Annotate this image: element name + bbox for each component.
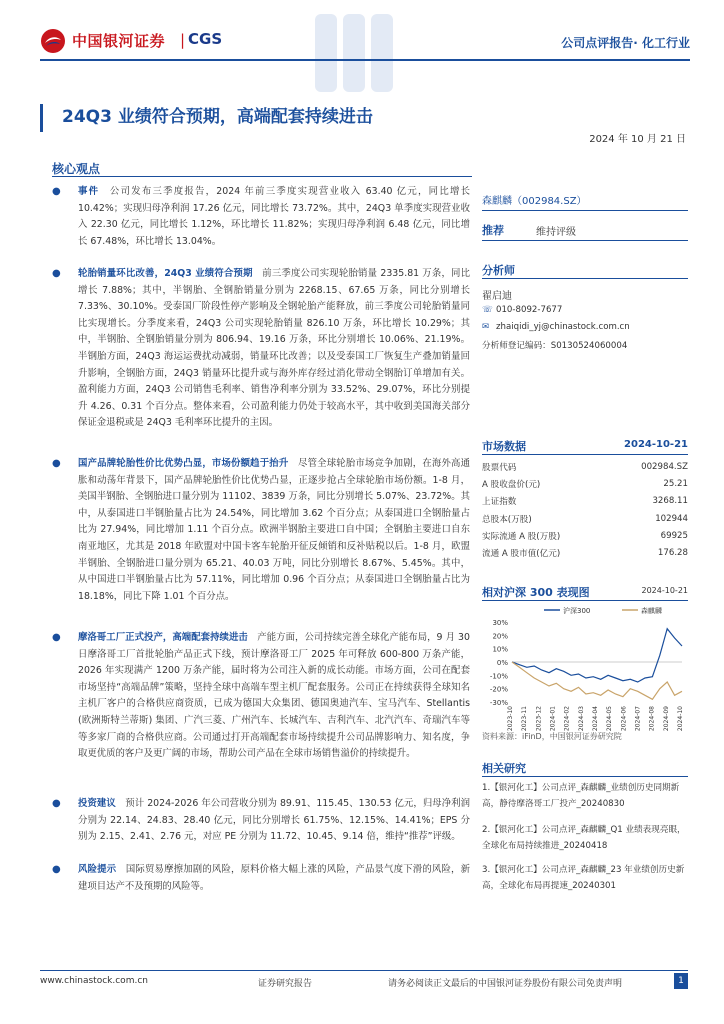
- x-tick-label: 2024-09: [662, 706, 670, 732]
- bullet-heading: 轮胎销量环比改善，24Q3 业绩符合预期: [78, 268, 253, 279]
- analyst-phone: 010-8092-7677: [496, 305, 563, 315]
- footer-disclaimer: 请务必阅读正文最后的中国银河证券股份有限公司免责声明: [388, 979, 623, 989]
- perf-chart-date: 2024-10-21: [641, 586, 688, 595]
- bullet-dot-icon: ●: [52, 798, 61, 809]
- market-value: 102944: [655, 513, 688, 524]
- rating-value: 维持评级: [536, 227, 576, 238]
- related-item[interactable]: 3.【银河化工】公司点评_森麒麟_23 年业绩创历史新高，全球化布局再提速_20240301: [482, 865, 685, 891]
- x-tick-label: 2024-04: [592, 706, 599, 732]
- related-heading: 相关研究: [482, 762, 526, 775]
- y-tick-label: 30%: [492, 619, 508, 627]
- x-tick-label: 2024-05: [606, 706, 614, 732]
- analyst-divider: [482, 278, 688, 279]
- market-key: 流通 A 股市值(亿元): [482, 549, 561, 560]
- bullet-dot-icon: ●: [52, 632, 61, 643]
- header-divider: [40, 59, 690, 61]
- related-item[interactable]: 2.【银河化工】公司点评_森麒麟_Q1 业绩表现亮眼，全球化布局持续推进_20240418: [482, 825, 686, 851]
- legend-label: 沪深300: [563, 607, 591, 615]
- report-type: 公司点评报告· 化工行业: [561, 36, 690, 50]
- market-value: 69925: [660, 530, 688, 541]
- market-key: 股票代码: [482, 462, 517, 473]
- bullet-text: 产能方面，公司持续完善全球化产能布局，9 月 30 日摩洛哥工厂首批轮胎产品正式下线，预计摩洛哥工厂 2025 年可释放 600-800 万条产能，2026 年实现满产 1200 万条产能，届时将为公司注入新的成长动能。市场方面，公司在配套市场坚持“高端品牌”策略，坚持全球中高端车型主机厂配套服务。公司正在持续获得全球知名主机厂客户的合格供应商资质，已成为德国大众集团、德国奥迪汽车、宝马汽车、Stellantis (欧洲斯特兰蒂斯) 集团、广汽三菱、广州汽车、长城汽车、吉利汽车、北汽汽车、奇瑞汽车等等多家厂商的合格供应商。公司通过打开高端配套市场持续提升公司品牌影响力、知名度，争取更优质的客户及更广阔的市场，帮助公司产品在全球市场销售溢价的持续提升。: [78, 632, 470, 760]
- report-title: 24Q3 业绩符合预期，高端配套持续进击: [62, 107, 373, 127]
- market-data-date: 2024-10-21: [624, 439, 688, 450]
- bullet-risk: [52, 862, 470, 895]
- perf-chart-divider: [482, 600, 688, 601]
- x-tick-label: 2023-12: [535, 706, 543, 732]
- market-value: 176.28: [657, 548, 688, 559]
- logo-text: 中国银河证券: [72, 32, 166, 50]
- bullet-text: 尽管全球轮胎市场竞争加剧，在海外高通胀和动荡年背景下，国产品牌轮胎性价比优势凸显，正逐步抢占全球轮胎市场份额。1-8 月，美国半钢胎、全钢胎进口量分别为 11102、3839 万条，同比分别增长 5.07%、23.72%。其中，从泰国进口半钢胎量占比为 24.54%，同比增加 3.62 个百分点；从泰国进口全钢胎量占比为 27.94%，同比增加 1.11 个百分点。欧洲半钢胎主要进口自中国；全钢胎主要进口自东南亚地区，尤其是 2018 年欧盟对中国卡客车轮胎开征反倾销和反补贴税以后。1-8 月，欧盟半钢胎、全钢胎进口量分别为 65.21、40.03 万吨，同比分别增长 8.67%、5.45%。其中，从中国进口半钢胎量占比为 57.11%，同比增加 0.96 个百分点；从泰国进口全钢胎量占比为 18.18%，同比下降 1.01 个百分点。: [78, 458, 470, 602]
- bullet-event: [52, 184, 470, 250]
- x-tick-label: 2023-10: [507, 706, 514, 732]
- bullet-heading: 摩洛哥工厂正式投产，高端配套持续进击: [78, 632, 248, 643]
- market-key: A 股收盘价(元): [482, 479, 541, 490]
- market-key: 实际流通 A 股(万股): [482, 531, 561, 542]
- perf-chart: [482, 602, 688, 732]
- legend-label: 森麒麟: [641, 607, 662, 615]
- table-row: [482, 458, 688, 475]
- bullet-text: 公司发布三季度报告，2024 年前三季度实现营业收入 63.40 亿元，同比增长 10.42%；实现归母净利润 17.26 亿元，同比增长 73.72%。其中，24Q3 单季度实现营业收入 22.30 亿元，同比增长 1.12%，环比增长 11.82%；实现归母净利润 6.48 亿元，同比增长 67.48%，环比增长 13.04%。: [78, 186, 470, 247]
- market-value: 3268.11: [652, 496, 688, 507]
- bullet-text: 预计 2024-2026 年公司营收分别为 89.91、115.45、130.53 亿元，归母净利润分别为 22.14、24.83、28.40 亿元，同比分别增长 61.75%、12.15%、14.41%；EPS 分别为 2.15、2.41、2.76 元，对应 PE 分别为 11.72、10.45、9.14 倍，维持“推荐”评级。: [78, 798, 470, 843]
- table-row: [482, 493, 688, 510]
- logo-mark-icon: [40, 28, 66, 54]
- y-tick-label: -20%: [489, 685, 508, 694]
- market-value: 25.21: [663, 478, 688, 489]
- page-number: 1: [674, 973, 688, 989]
- x-tick-label: 2024-08: [648, 706, 656, 732]
- email-icon: ✉: [482, 322, 490, 332]
- x-tick-label: 2024-01: [549, 706, 557, 732]
- analyst-phone-row: [482, 305, 562, 315]
- bullet-dot-icon: ●: [52, 864, 61, 875]
- bullet-share: [52, 456, 470, 605]
- bullet-dot-icon: ●: [52, 186, 61, 197]
- y-tick-label: -10%: [489, 672, 508, 681]
- rating-divider-bottom: [482, 240, 688, 241]
- y-tick-label: -30%: [489, 699, 508, 707]
- perf-chart-heading: 相对沪深 300 表现图: [482, 586, 590, 599]
- bullet-text: 前三季度公司实现轮胎销量 2335.81 万条，同比增长 7.88%；其中，半钢胎、全钢胎销量分别为 2268.15、67.65 万条，同比分别增长 7.33%、30.10%。受泰国厂阶段性停产影响及全钢轮胎产能释放，前三季度公司轮胎销量同比实现增长。分季度来看，24Q3 公司实现轮胎销量 826.10 万条，环比增长 10.29%；其中，半钢胎、全钢胎销量分别为 806.94、19.16 万条，环比分别增长 10.06%、21.19%。半钢胎方面，24Q3 海运运费扰动减弱，销量环比改善；以及受泰国工厂恢复生产叠加销量回升影响，全钢胎方面，24Q3 销量环比提升或与海外库存经过消化带动全钢胎订单增加有关。盈利能力方面，24Q3 公司销售毛利率、销售净利率分别为 33.52%、29.07%，环比分别提升 4.26、0.31 个百分点。整体来看，公司盈利能力仍处于较高水平，其中收到美国海关部分保证金退税或是 24Q3 毛利率环比提升的主因。: [78, 268, 470, 429]
- bullet-heading: 风险提示: [78, 864, 117, 875]
- related-item[interactable]: 1.【银河化工】公司点评_森麒麟_业绩创历史同期新高，静待摩洛哥工厂投产_20240830: [482, 783, 680, 809]
- market-key: 上证指数: [482, 497, 517, 508]
- logo-en-text: CGS: [188, 30, 223, 48]
- market-data-table: [482, 458, 688, 562]
- table-row: [482, 527, 688, 544]
- analyst-name: 翟启迪: [482, 291, 512, 302]
- bullet-dot-icon: ●: [52, 268, 61, 279]
- bullet-investment: [52, 796, 470, 846]
- chart-source: 资料来源：iFinD，中国银河证券研究院: [482, 732, 622, 741]
- x-tick-label: 2023-11: [521, 706, 529, 732]
- y-tick-label: 10%: [492, 645, 508, 654]
- x-tick-label: 2024-07: [634, 706, 642, 732]
- rating-divider-top: [482, 210, 688, 211]
- footer-divider: [40, 970, 688, 971]
- y-tick-label: 0%: [496, 659, 508, 667]
- rating-label: 推荐: [482, 224, 504, 237]
- bullet-dot-icon: ●: [52, 458, 61, 469]
- phone-icon: ☏: [482, 305, 493, 315]
- bullet-heading: 国产品牌轮胎性价比优势凸显，市场份额趋于抬升: [78, 458, 289, 469]
- y-tick-label: 20%: [492, 632, 508, 641]
- bullet-heading: 投资建议: [78, 798, 116, 809]
- bullet-morocco: [52, 630, 470, 763]
- logo-separator: |: [180, 31, 186, 49]
- bullet-heading: 事件: [78, 186, 100, 197]
- bullet-text: 国际贸易摩擦加剧的风险，原料价格大幅上涨的风险，产品景气度下滑的风险，新建项目达产不及预期的风险等。: [78, 864, 470, 892]
- core-views-heading: 核心观点: [52, 162, 101, 176]
- title-accent-bar: [40, 104, 43, 132]
- stock-name: 森麒麟（002984.SZ）: [482, 196, 587, 207]
- core-views-divider: [52, 176, 472, 177]
- analyst-license: 分析师登记编码：S0130524060004: [482, 341, 628, 351]
- watermark-logo-icon: [305, 8, 400, 98]
- series-line-0: [512, 629, 682, 682]
- related-divider: [482, 776, 688, 777]
- x-tick-label: 2024-03: [577, 706, 585, 732]
- analyst-email[interactable]: zhaiqidi_yj@chinastock.com.cn: [496, 322, 630, 332]
- analyst-heading: 分析师: [482, 264, 515, 277]
- table-row: [482, 510, 688, 527]
- footer-report-type: 证券研究报告: [258, 979, 313, 989]
- x-tick-label: 2024-10: [677, 706, 684, 732]
- footer-url[interactable]: www.chinastock.com.cn: [40, 976, 148, 986]
- x-tick-label: 2024-06: [620, 706, 628, 732]
- market-data-heading: 市场数据: [482, 440, 526, 453]
- bullet-sales: [52, 266, 470, 432]
- market-key: 总股本(万股): [482, 514, 532, 525]
- table-row: [482, 544, 688, 561]
- x-tick-label: 2024-02: [563, 706, 571, 732]
- table-row: [482, 475, 688, 492]
- market-value: 002984.SZ: [641, 461, 688, 472]
- analyst-email-row: [482, 322, 630, 332]
- report-date: 2024 年 10 月 21 日: [589, 134, 686, 145]
- market-data-divider: [482, 454, 688, 455]
